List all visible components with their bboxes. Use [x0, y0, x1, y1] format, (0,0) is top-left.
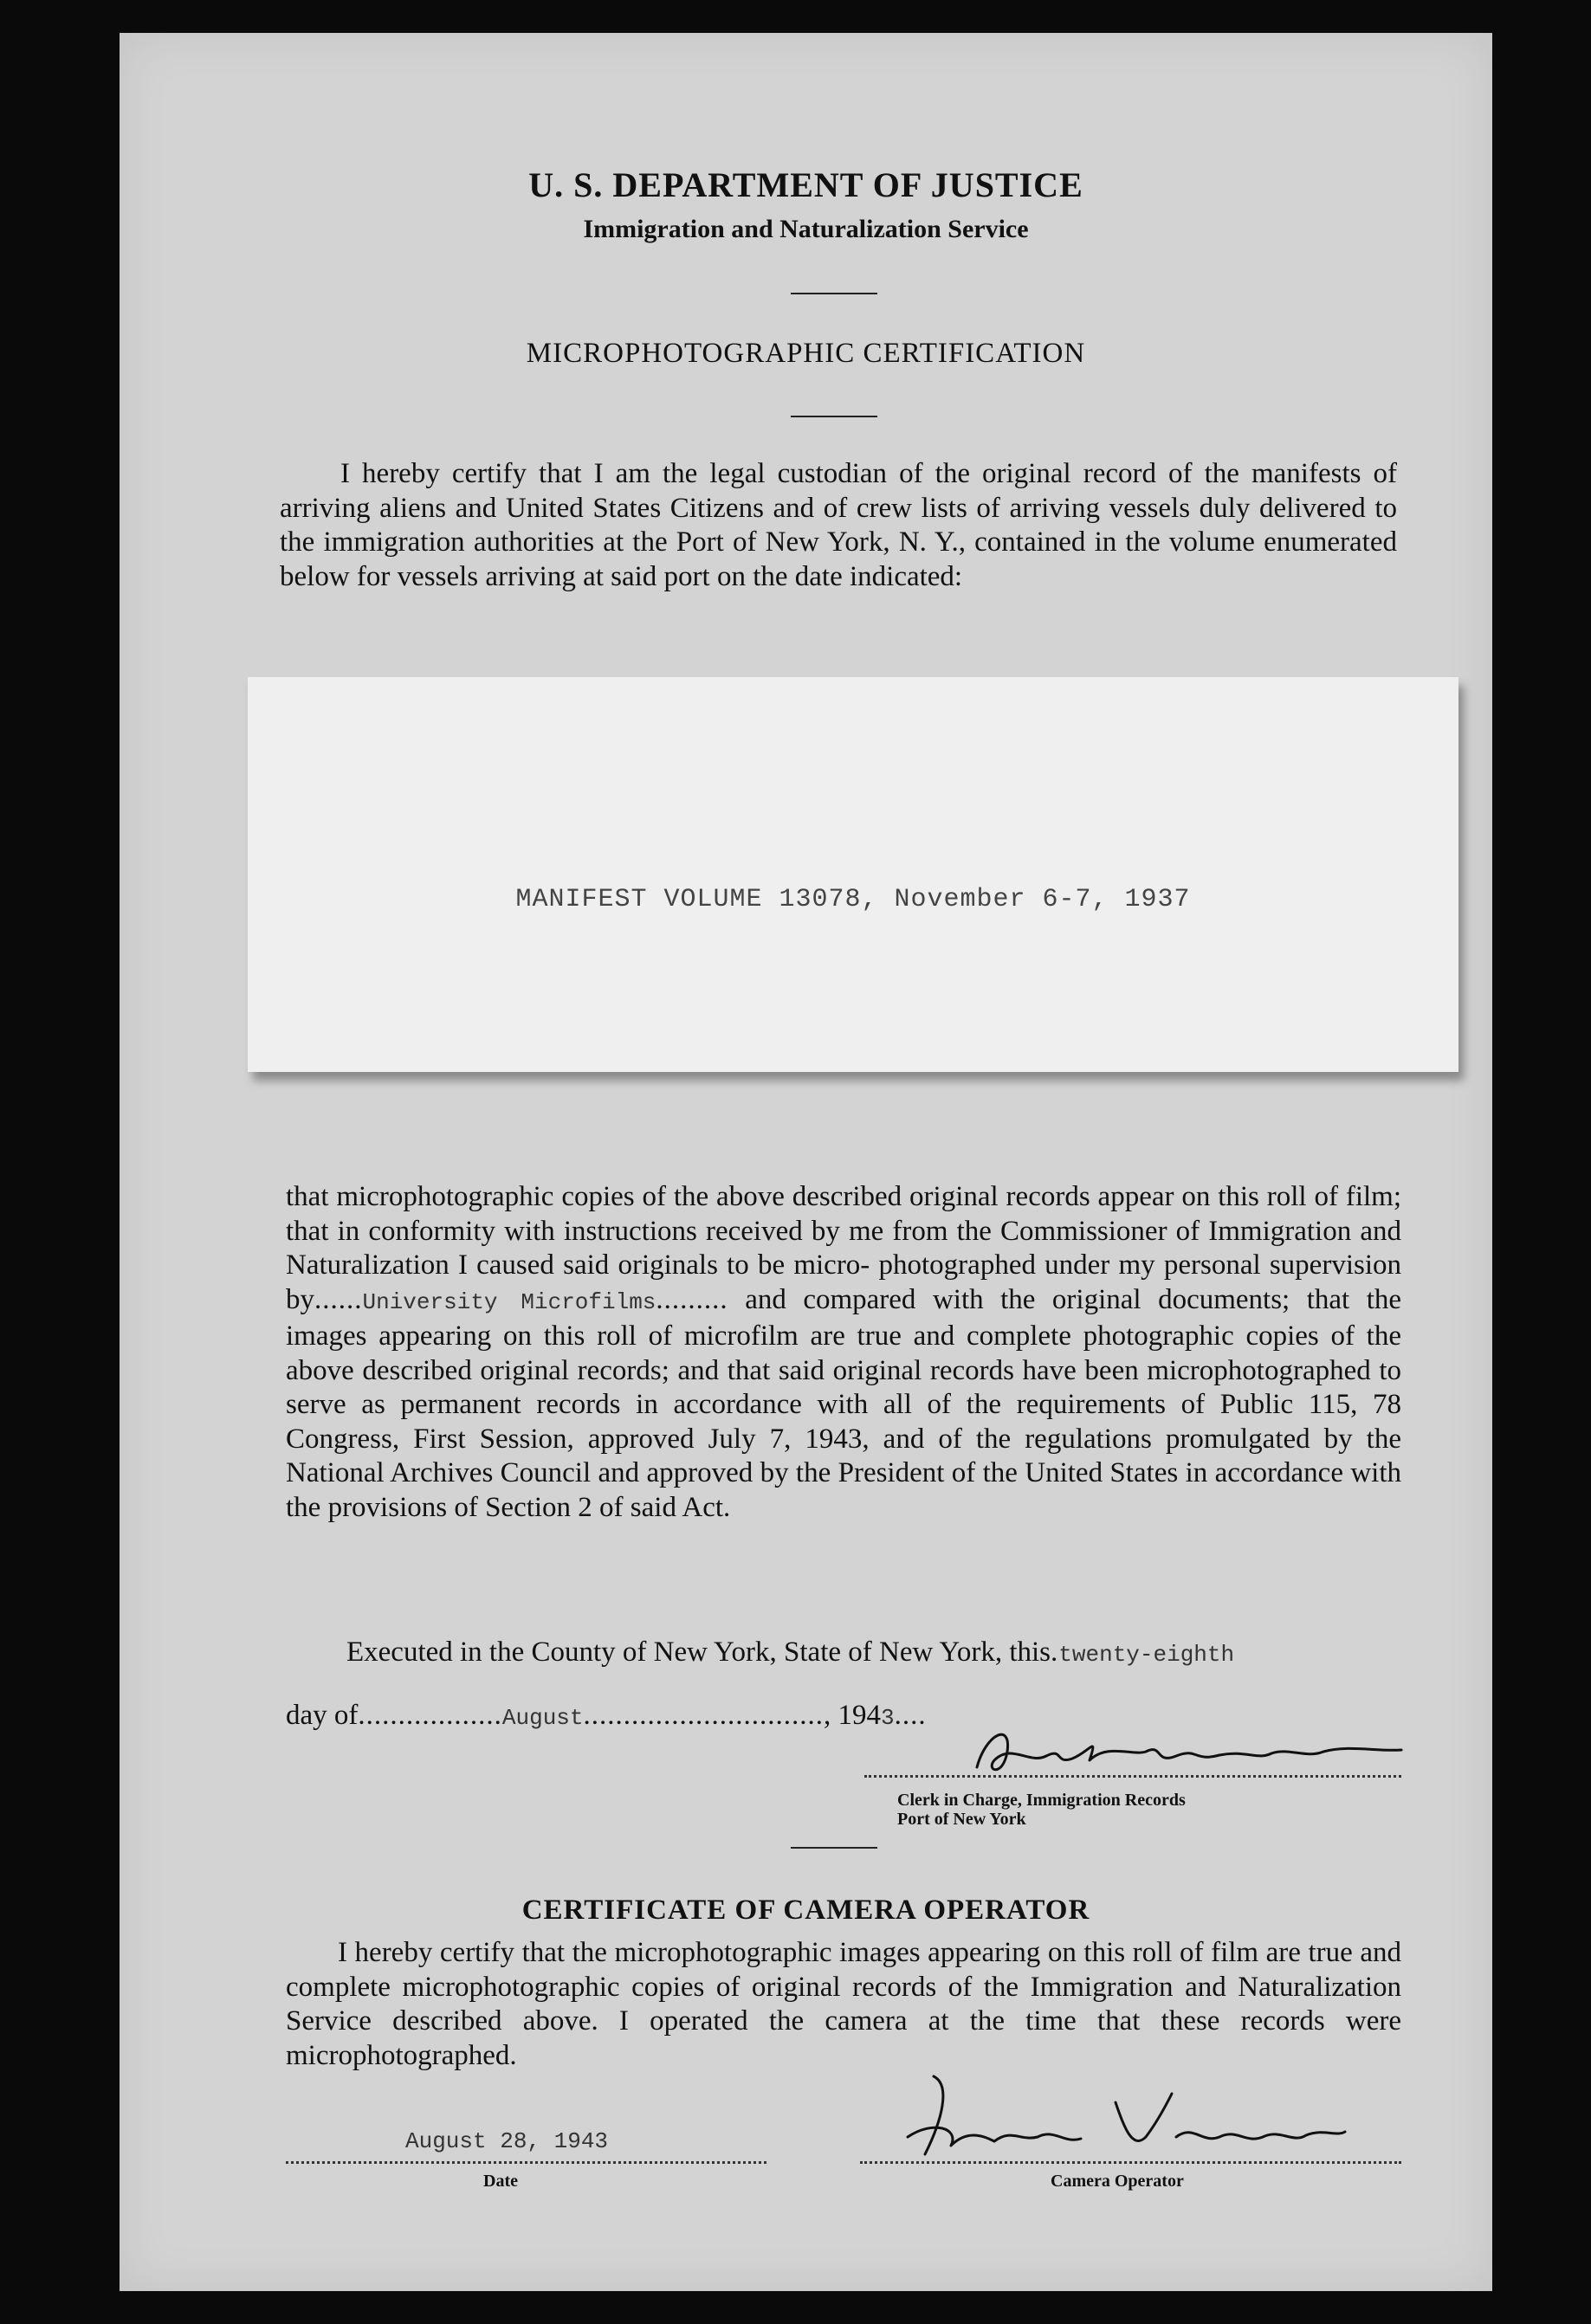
clerk-signature	[960, 1717, 1410, 1786]
date-label: Date	[483, 2172, 518, 2191]
year-suffix: 3	[881, 1705, 895, 1731]
month-value: August	[501, 1705, 584, 1731]
body-paragraph	[286, 1180, 1401, 1525]
camera-operator-signature	[899, 2068, 1349, 2163]
clerk-title-line2: Port of New York	[897, 1810, 1026, 1829]
date-line	[286, 2161, 766, 2164]
day-of-line: day of..................August.............................., 1943....	[286, 1700, 927, 1731]
supervisor-value: University Microfilms	[362, 1288, 656, 1315]
manifest-slip	[248, 677, 1458, 1072]
intro-paragraph: I hereby certify that I am the legal custodian of the original record of the manifests of arriving aliens and United States Citizens and of crew lists of arriving vessels duly delivered to the immigration authorities at the Port of New York, N. Y., contained in the volume enumerated below for vessels arriving at said port on the date indicated:	[280, 458, 1397, 592]
department-heading: U. S. DEPARTMENT OF JUSTICE	[528, 165, 1083, 204]
clerk-title-line1: Clerk in Charge, Immigration Records	[897, 1791, 1186, 1810]
divider	[791, 1847, 877, 1849]
day-value: twenty-eighth	[1058, 1642, 1235, 1668]
supervised-prefix: photographed under my personal supervision by	[286, 1249, 1401, 1315]
form-title: MICROPHOTOGRAPHIC CERTIFICATION	[526, 338, 1086, 369]
certificate-sheet	[120, 33, 1492, 2291]
supervised-line: photographed under my personal supervision by......University Microfilms.........	[286, 1249, 1401, 1315]
day-of-label: day of	[286, 1700, 359, 1731]
camera-operator-heading: CERTIFICATE OF CAMERA OPERATOR	[521, 1895, 1090, 1926]
executed-prefix: Executed in the County of New York, State of New York, this	[346, 1636, 1051, 1668]
body-text-1: that microphotographic copies of the above described original records appear on this roll of film; that in conformity with instructions received by me from the Commissioner of Immigration and Naturalization I caused said originals to be micro-	[286, 1181, 1401, 1281]
manifest-volume-text: MANIFEST VOLUME 13078, November 6-7, 1937	[515, 885, 1191, 914]
clerk-title	[897, 1791, 1186, 1829]
year-prefix: , 194	[824, 1700, 882, 1731]
divider	[791, 293, 877, 294]
date-value: August 28, 1943	[405, 2128, 609, 2154]
divider	[791, 416, 877, 417]
body-text-2: and compared with the original documents; that the images appearing on this roll of microfilm are true and complete photographic copies of the above described original records; and that said original records have been microphotographed to serve as permanent records in accordance with all of the requirements of Public 115, 78 Congress, First Session, approved July 7, 1943, and of the regulations promulgated by the National Archives Council and approved by the President of the United States in accordance with the provisions of Section 2 of said Act.	[286, 1283, 1402, 1523]
executed-line: Executed in the County of New York, State of New York, this.twenty-eighth	[346, 1636, 1235, 1668]
camera-operator-paragraph: I hereby certify that the microphotographic images appearing on this roll of film are true and complete microphotographic copies of original records of the Immigration and Naturalization Service described above. I operated the camera at the time that these records were microphotographed.	[286, 1937, 1401, 2071]
operator-label: Camera Operator	[1051, 2172, 1184, 2191]
service-subheading: Immigration and Naturalization Service	[583, 215, 1029, 243]
